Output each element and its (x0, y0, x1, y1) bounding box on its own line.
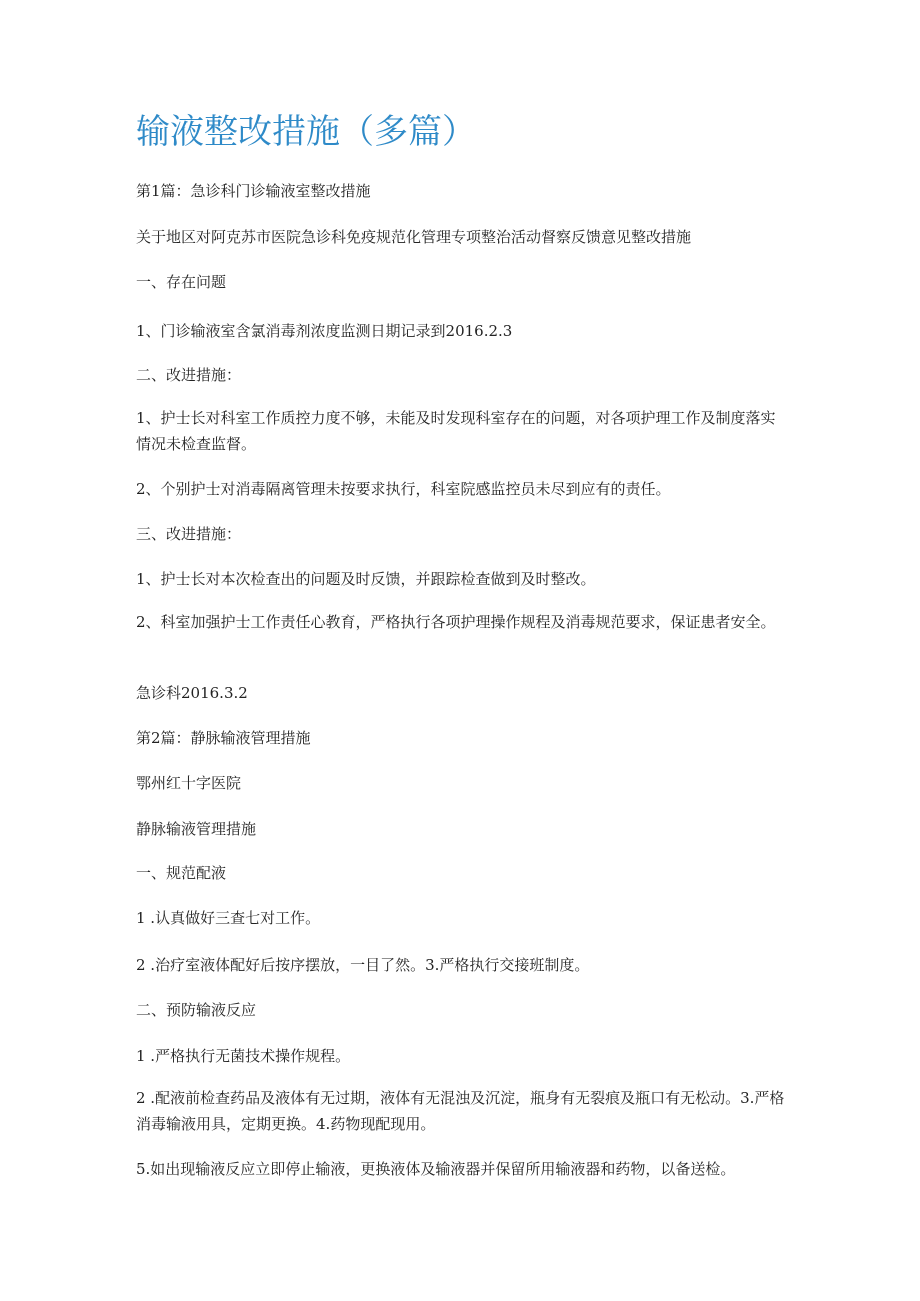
paragraph: 1、护士长对本次检查出的问题及时反馈，并跟踪检查做到及时整改。 (136, 570, 596, 588)
paragraph: 1 .认真做好三查七对工作。 (136, 909, 321, 927)
paragraph: 2 .配液前检查药品及液体有无过期，液体有无混浊及沉淀，瓶身有无裂痕及瓶口有无松动。3.严格消毒输液用具，定期更换。4.药物现配现用。 (136, 1089, 785, 1133)
paragraph: 一、存在问题 (136, 273, 227, 291)
paragraph: 三、改进措施： (136, 525, 242, 543)
paragraph: 二、预防输液反应 (136, 1001, 257, 1019)
section-heading-2: 第2篇：静脉输液管理措施 (136, 729, 311, 747)
paragraph: 2、科室加强护士工作责任心教育，严格执行各项护理操作规程及消毒规范要求，保证患者安全。 (136, 613, 776, 631)
section-heading-1: 第1篇：急诊科门诊输液室整改措施 (136, 182, 371, 200)
paragraph: 2、个别护士对消毒隔离管理未按要求执行，科室院感监控员未尽到应有的责任。 (136, 480, 671, 498)
paragraph: 二、改进措施： (136, 366, 242, 384)
paragraph: 一、规范配液 (136, 864, 227, 882)
paragraph: 2 .治疗室液体配好后按序摆放，一目了然。3.严格执行交接班制度。 (136, 956, 590, 974)
paragraph: 鄂州红十字医院 (136, 774, 242, 792)
paragraph: 关于地区对阿克苏市医院急诊科免疫规范化管理专项整治活动督察反馈意见整改措施 (136, 228, 692, 246)
paragraph: 1、门诊输液室含氯消毒剂浓度监测日期记录到2016.2.3 (136, 322, 513, 340)
paragraph: 急诊科2016.3.2 (136, 684, 248, 702)
paragraph: 1、护士长对科室工作质控力度不够，未能及时发现科室存在的问题，对各项护理工作及制度落实情况未检查监督。 (136, 409, 776, 453)
paragraph: 5.如出现输液反应立即停止输液，更换液体及输液器并保留所用输液器和药物，以备送检。 (136, 1160, 736, 1178)
document-title: 输液整改措施（多篇） (136, 112, 476, 152)
paragraph: 1 .严格执行无菌技术操作规程。 (136, 1047, 351, 1065)
paragraph: 静脉输液管理措施 (136, 820, 257, 838)
